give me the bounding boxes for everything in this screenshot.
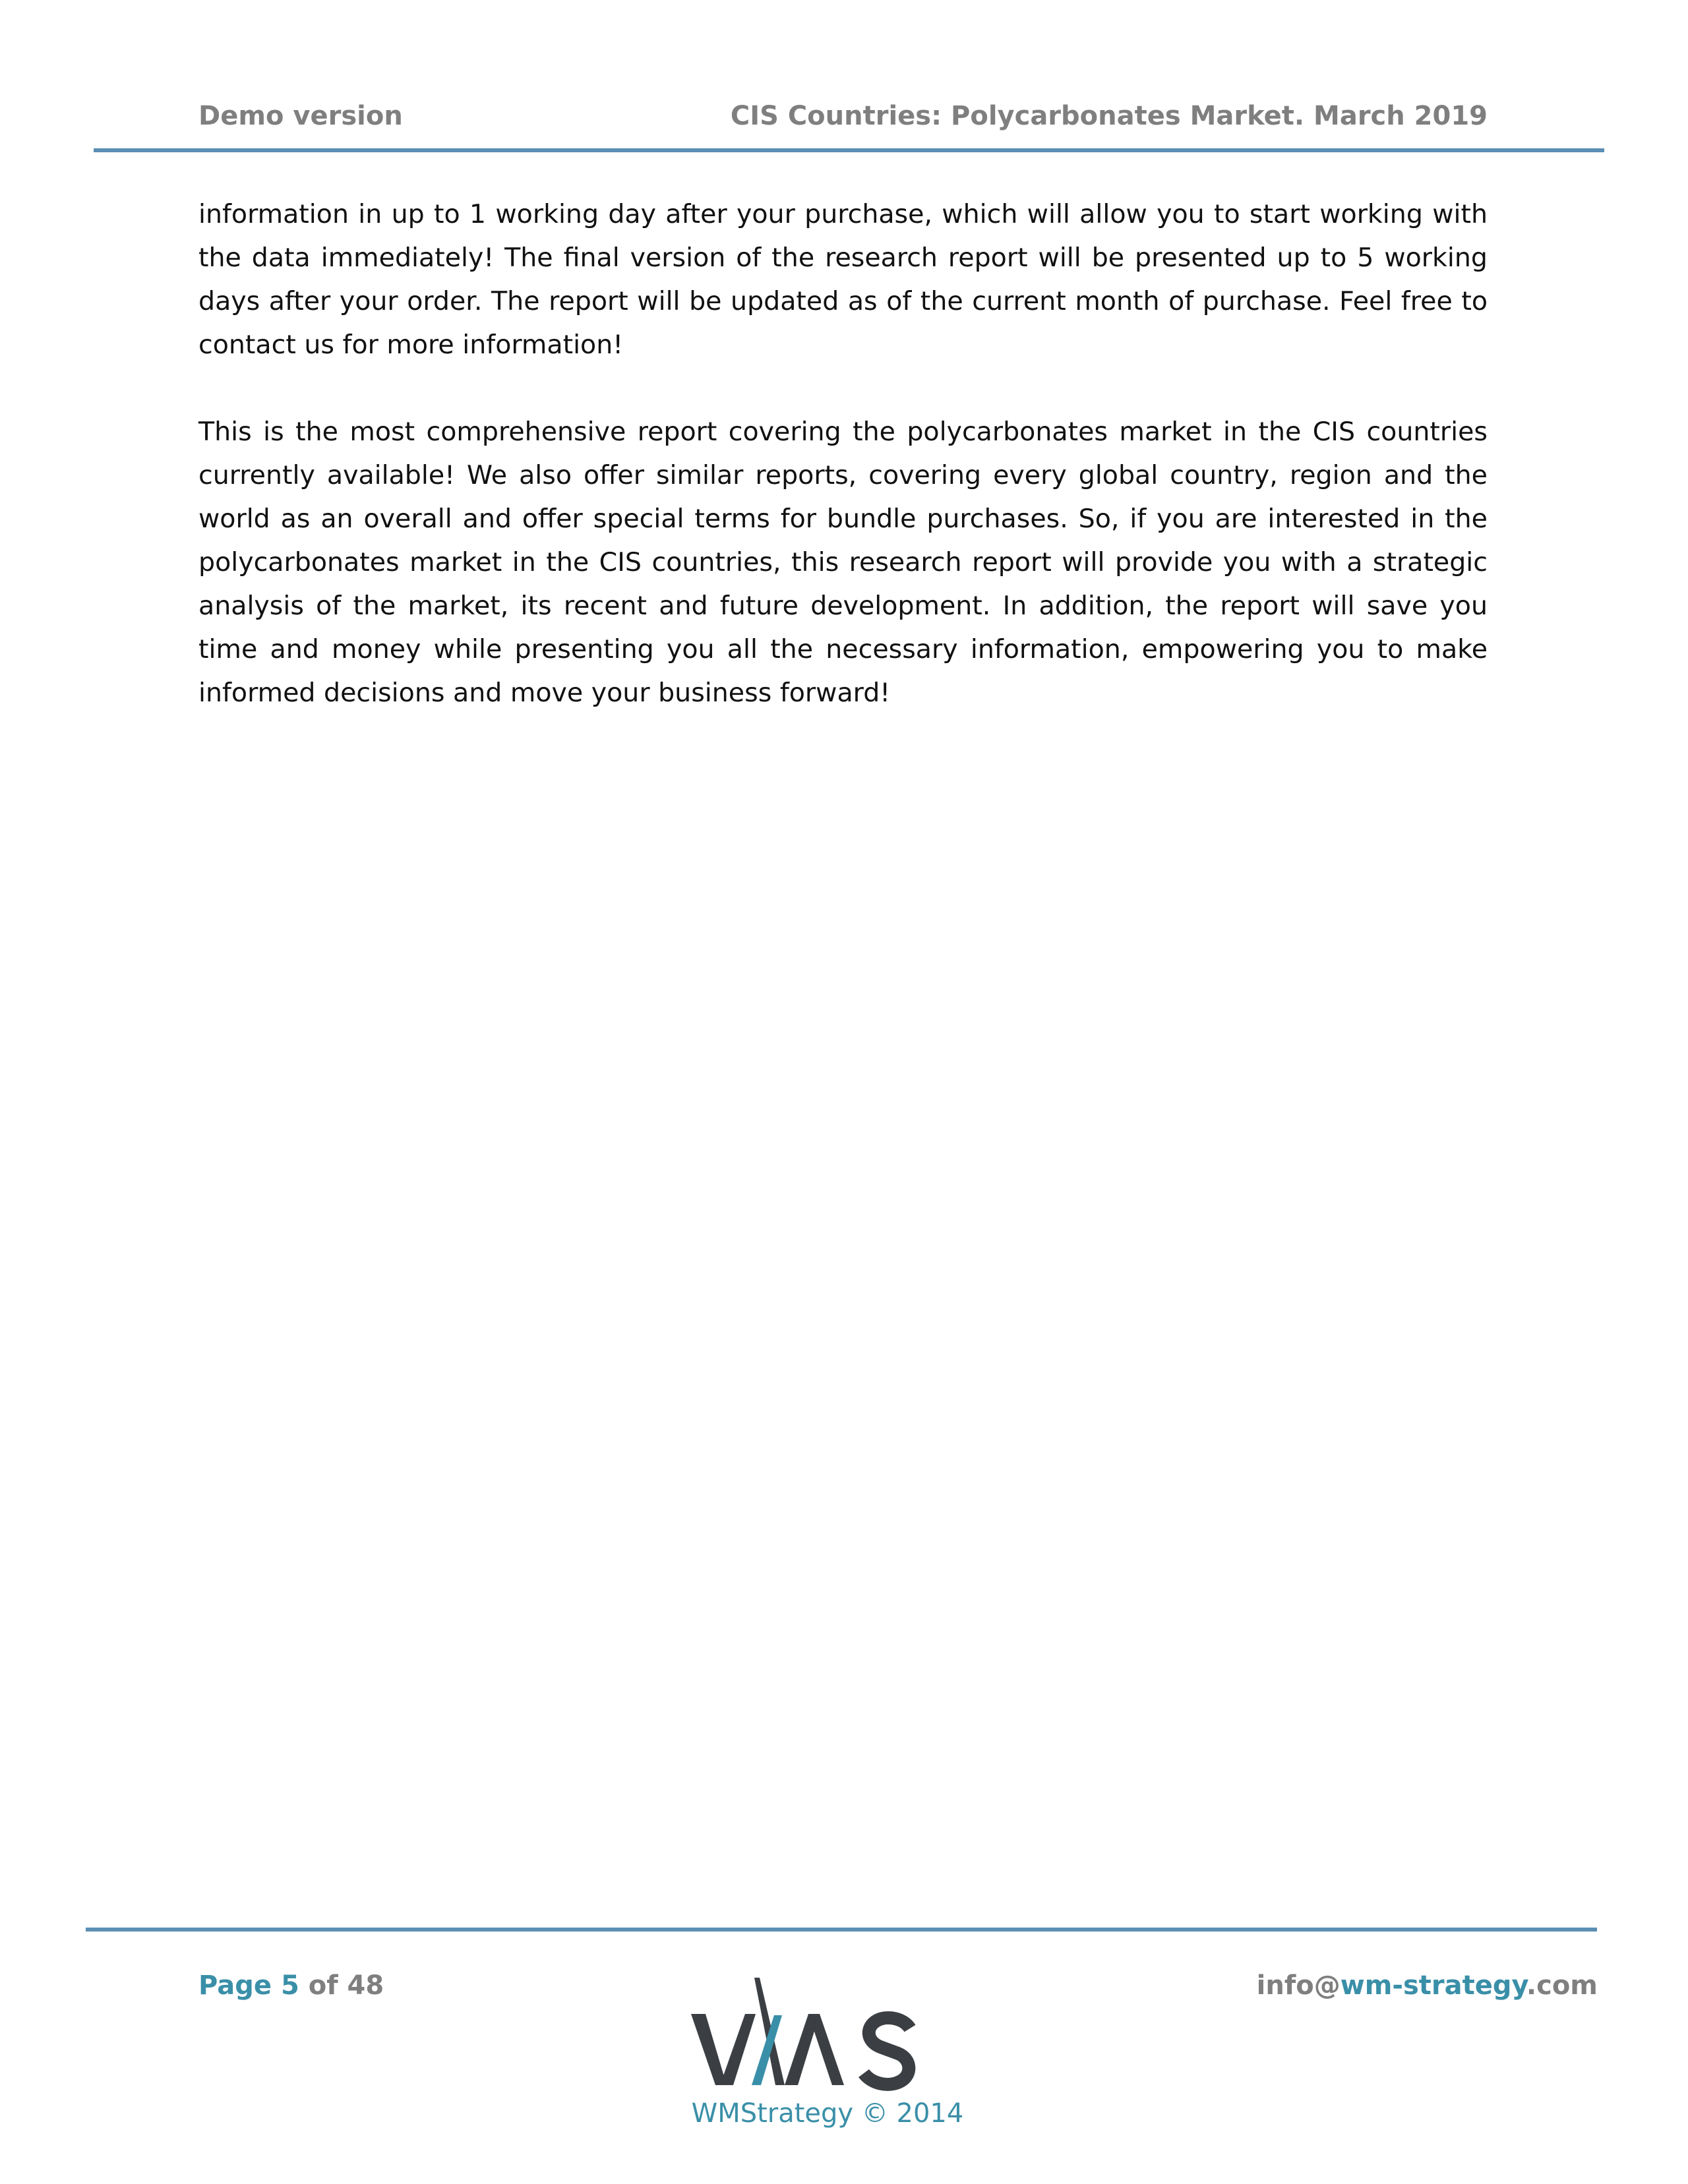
header-demo-label: Demo version [198, 101, 403, 131]
logo-caption: WMStrategy © 2014 [691, 2098, 964, 2129]
page-of: of [308, 1970, 338, 2001]
page-total: 48 [347, 1970, 384, 2001]
body-content [198, 192, 1488, 758]
body-paragraph-2: This is the most comprehensive report covering the polycarbonates market in the CIS countries currently available! We also offer similar reports, covering every global country, region and the world as an overall and offer special terms for bundle purchases. So, if you are interested in the polycarbonates market in the CIS countries, this research report will provide you with a strategic analysis of the market, its recent and future development. In addition, the report will save you time and money while presenting you all the necessary information, empowering you to make informed decisions and move your business forward! [198, 417, 1488, 708]
email-domain: wm-strategy [1340, 1970, 1526, 2001]
contact-email[interactable] [1257, 1966, 1598, 2005]
body-paragraph-1: information in up to 1 working day after your purchase, which will allow you to start working with the data immediately! The final version of the research report will be presented up to 5 working days after your order. The report will be updated as of the current month of purchase. Feel free to contact us for more information! [198, 199, 1488, 360]
email-user: info@ [1256, 1970, 1341, 2001]
page-number [198, 1966, 384, 2005]
header-divider [94, 148, 1604, 152]
page-word: Page [198, 1970, 272, 2001]
footer-divider [86, 1928, 1597, 1932]
header-report-title: CIS Countries: Polycarbonates Market. March 2019 [730, 101, 1488, 131]
page-current: 5 [280, 1970, 299, 2001]
email-tld: .com [1526, 1970, 1598, 2001]
wms-logo [686, 1974, 963, 2100]
